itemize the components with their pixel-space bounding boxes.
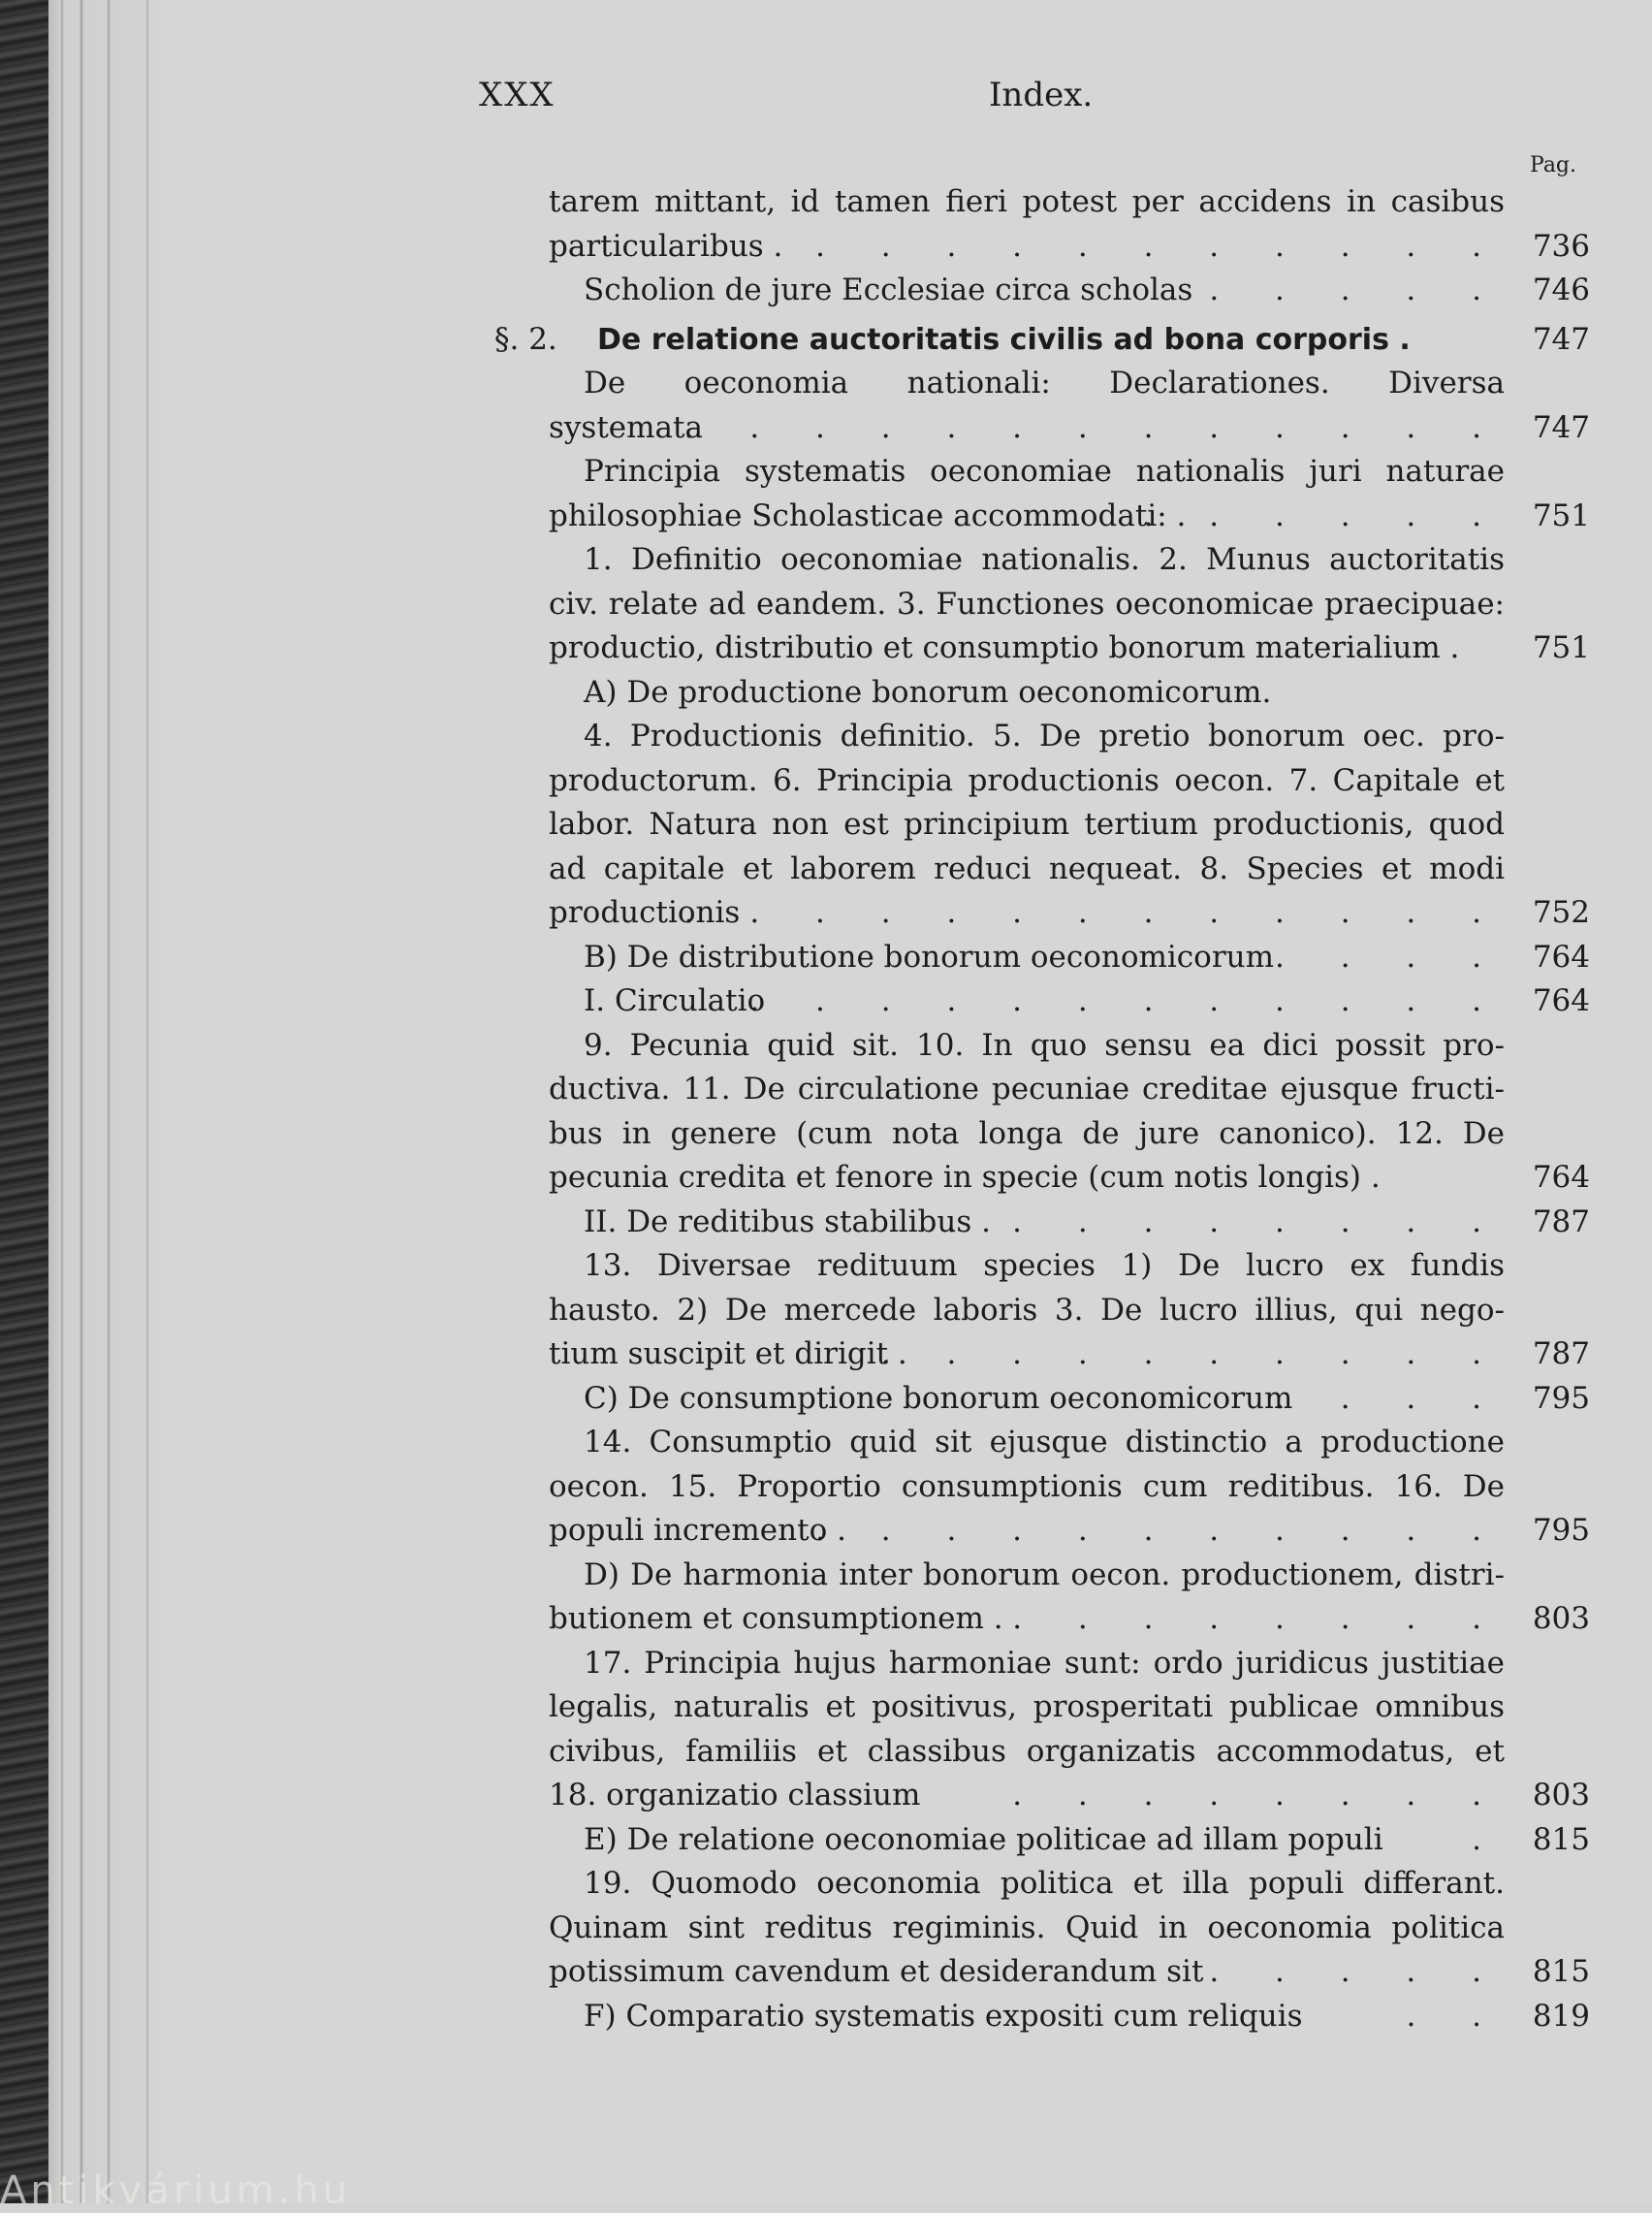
book-spine [0, 0, 48, 2203]
page-edges [48, 0, 194, 2203]
dot-leader: . . . . . . . . [1012, 1601, 1505, 1636]
index-line [494, 1377, 1590, 1422]
dot-leader: . [1472, 1821, 1505, 1857]
entry-text: 18. organizatio classium [549, 1778, 921, 1812]
entry-text: 14. Consumptio quid sit ejusque distinctio a productione [584, 1425, 1505, 1459]
page-ref: 752 [1532, 895, 1590, 930]
index-line [494, 1818, 1590, 1863]
index-line [494, 1862, 1590, 1907]
entry-text: productionis [549, 895, 741, 930]
dot-leader: . . . . . . . . . . . . [749, 983, 1505, 1018]
page-ref: 815 [1532, 1954, 1590, 1989]
entry-text: tarem mittant, id tamen fieri potest per accidens in casibus [549, 184, 1505, 219]
entry-text: 19. Quomodo oeconomia politica et illa populi differant. [584, 1866, 1505, 1901]
entry-text: Principia systematis oeconomiae nationalis juri naturae [584, 454, 1505, 489]
page-ref: 819 [1532, 1998, 1590, 2034]
index-line [494, 583, 1590, 627]
index-line [494, 1907, 1590, 1951]
entry-text: D) De harmonia inter bonorum oecon. productionem, distri- [584, 1556, 1505, 1592]
dot-leader: . . . . . [1209, 273, 1505, 307]
page-number: XXX [479, 76, 556, 114]
index-line [494, 1024, 1590, 1069]
entry-text: E) De relatione oeconomiae politicae ad illam populi [584, 1821, 1383, 1857]
dot-leader: . . . . . . . . [1012, 1778, 1505, 1812]
entry-text: De oeconomia nationali: Declarationes. Diversa [584, 366, 1505, 401]
index-line [494, 759, 1590, 804]
page-ref: 736 [1532, 228, 1590, 264]
page-ref: 747 [1532, 321, 1590, 357]
page-ref: 787 [1532, 1336, 1590, 1371]
index-line [494, 715, 1590, 759]
entry-text: labor. Natura non est principium tertium productionis, quod [549, 807, 1505, 842]
index-line [494, 1950, 1590, 1995]
page-ref: 764 [1532, 1160, 1590, 1195]
index-line [494, 936, 1590, 980]
entry-text: ad capitale et laborem reduci nequeat. 8. Species et modi [549, 850, 1505, 886]
page-ref: 803 [1532, 1601, 1590, 1636]
index-line [494, 1289, 1590, 1333]
entry-text: populi incremento . [549, 1513, 846, 1548]
entry-text: oecon. 15. Proportio consumptionis cum reditibus. 16. De [549, 1468, 1505, 1504]
index-line [494, 1244, 1590, 1289]
index-line [494, 406, 1590, 451]
dot-leader: . . . . [1275, 939, 1505, 975]
entry-text: B) De distributione bonorum oeconomicorum [584, 939, 1275, 975]
entry-text: Scholion de jure Ecclesiae circa scholas [584, 273, 1193, 307]
dot-leader: . . . . [1275, 1380, 1505, 1416]
entry-text: pecunia credita et fenore in specie (cum notis longis) . [549, 1160, 1381, 1195]
entry-text: bus in genere (cum nota longa de jure canonico). 12. De [549, 1115, 1505, 1151]
entry-text: II. De reditibus stabilibus . [584, 1203, 991, 1239]
entry-text: legalis, naturalis et positivus, prosperitati publicae omnibus [549, 1689, 1505, 1724]
index-line [494, 1332, 1590, 1377]
page-ref: 751 [1532, 497, 1590, 533]
dot-leader: . . [1406, 1998, 1505, 2034]
index-line [494, 803, 1590, 848]
page-ref: 751 [1532, 630, 1590, 665]
entry-text: 17. Principia hujus harmoniae sunt: ordo juridicus justitiae [584, 1645, 1505, 1681]
index-line [494, 1112, 1590, 1157]
page-ref: 795 [1532, 1513, 1590, 1548]
entry-text: 4. Productionis definitio. 5. De pretio bonorum oec. pro- [584, 719, 1505, 754]
index-entries [494, 180, 1590, 2038]
index-line [494, 626, 1590, 671]
dot-leader: . . . . . . . . . [946, 1203, 1505, 1239]
watermark: Antikvárium.hu [0, 2168, 352, 2213]
page-ref: 764 [1532, 939, 1590, 975]
index-line [494, 1685, 1590, 1730]
entry-text: A) De productione bonorum oeconomicorum. [584, 674, 1272, 710]
entry-text: civ. relate ad eandem. 3. Functiones oeconomicae praecipuae: [549, 586, 1505, 622]
entry-text: 13. Diversae redituum species 1) De lucro ex fundis [584, 1248, 1505, 1283]
entry-text: philosophiae Scholasticae accommodati: . [549, 497, 1187, 533]
index-line [494, 269, 1590, 313]
dot-leader: . . . . . . [1143, 497, 1505, 533]
page-ref: 747 [1532, 409, 1590, 445]
page-title: Index. [989, 76, 1094, 114]
index-line [494, 1465, 1590, 1510]
index-line [494, 1642, 1590, 1686]
section-number: §. 2. [494, 321, 557, 357]
section-title: De relatione auctoritatis civilis ad bona corporis . [597, 322, 1411, 357]
entry-text: F) Comparatio systematis expositi cum reliquis [584, 1998, 1303, 2034]
index-line [494, 225, 1590, 270]
index-line [494, 362, 1590, 406]
index-line [494, 891, 1590, 936]
dot-leader: . . . . . . . . . . . . . [683, 895, 1505, 930]
index-line [494, 848, 1590, 892]
index-line [494, 1509, 1590, 1554]
index-line [494, 1068, 1590, 1112]
dot-leader: . . . . . . . . . . . [815, 228, 1505, 264]
entry-text: tium suscipit et dirigit . [549, 1336, 907, 1371]
page-ref: 764 [1532, 983, 1590, 1018]
entry-text: butionem et consumptionem . [549, 1601, 1003, 1636]
index-line [494, 1995, 1590, 2039]
dot-leader: . . . . . [1209, 1954, 1505, 1989]
index-line [494, 450, 1590, 495]
page-ref: 787 [1532, 1203, 1590, 1239]
index-line [494, 1421, 1590, 1465]
page-ref: 815 [1532, 1821, 1590, 1857]
index-line [494, 180, 1590, 225]
dot-leader: . . . . . . . . . . . . . [683, 409, 1505, 445]
entry-text: C) De consumptione bonorum oeconomicorum [584, 1380, 1293, 1416]
entry-text: I. Circulatio [584, 983, 766, 1018]
index-line [494, 538, 1590, 583]
entry-text: hausto. 2) De mercede laboris 3. De lucro illius, qui nego- [549, 1292, 1505, 1328]
page-ref: 803 [1532, 1778, 1590, 1812]
index-line [494, 979, 1590, 1024]
index-line [494, 1201, 1590, 1245]
entry-text: systemata [549, 409, 703, 445]
entry-text: Quinam sint reditus regiminis. Quid in oeconomia politica [549, 1909, 1505, 1945]
entry-text: productio, distributio et consumptio bonorum materialium . [549, 630, 1460, 665]
index-line [494, 1156, 1590, 1201]
entry-text: 9. Pecunia quid sit. 10. In quo sensu ea dici possit pro- [584, 1027, 1505, 1063]
entry-text: ductiva. 11. De circulatione pecuniae creditae ejusque fructi- [549, 1072, 1505, 1106]
page-ref: 746 [1532, 273, 1590, 307]
index-line [494, 1554, 1590, 1598]
entry-text: potissimum cavendum et desiderandum sit [549, 1954, 1204, 1989]
entry-text: civibus, familiis et classibus organizatis accommodatus, et [549, 1733, 1505, 1769]
dot-leader: . . . . . . . . . . [880, 1336, 1505, 1371]
page-ref: 795 [1532, 1380, 1590, 1416]
dot-leader: . . . . . . . . . . . [815, 1513, 1505, 1548]
index-line [494, 1774, 1590, 1818]
entry-text: particularibus . [549, 228, 783, 264]
index-line [494, 1597, 1590, 1642]
section-heading-line [494, 318, 1590, 363]
entry-text: 1. Definitio oeconomiae nationalis. 2. Munus auctoritatis [584, 542, 1505, 577]
pag-column-label: Pag. [1530, 153, 1577, 177]
index-line [494, 1730, 1590, 1775]
index-line [494, 671, 1590, 716]
entry-text: productorum. 6. Principia productionis oecon. 7. Capitale et [549, 762, 1505, 798]
index-line [494, 495, 1590, 539]
